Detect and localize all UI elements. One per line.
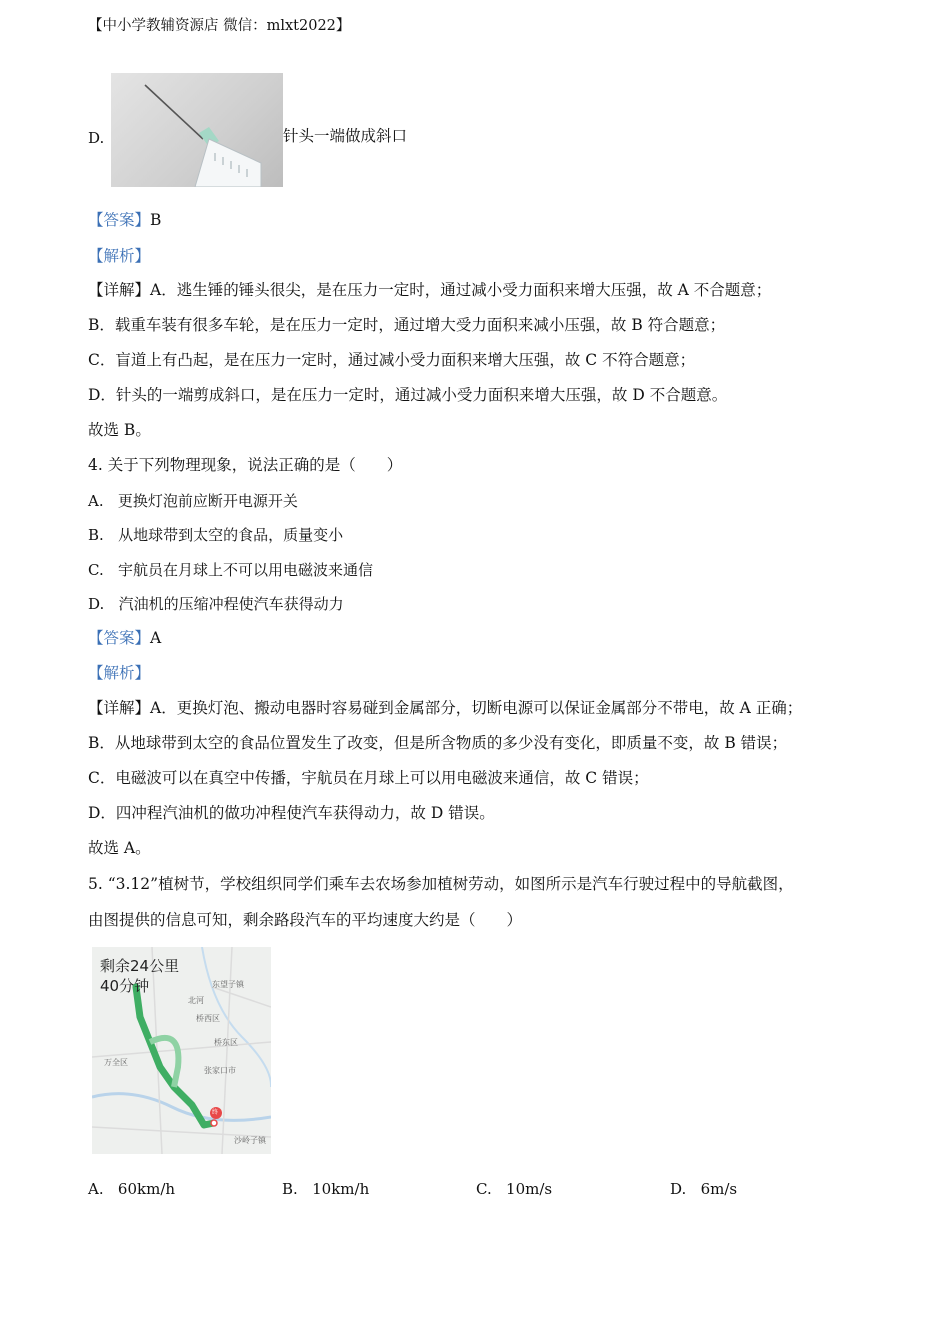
q4-detail-line-1 <box>88 698 802 718</box>
q4-detail-line-3: C．电磁波可以在真空中传播，宇航员在月球上可以用电磁波来通信，故 C 错误； <box>88 769 649 787</box>
option-letter: C. <box>476 1180 492 1198</box>
map-remaining-time: 40分钟 <box>100 977 150 995</box>
option-letter: D. <box>88 595 105 613</box>
q4-option-d <box>88 594 344 614</box>
map-label: 沙岭子镇 <box>234 1136 266 1145</box>
detail-text: A．更换灯泡、搬动电器时容易碰到金属部分，切断电源可以保证金属部分不带电，故 A 正确； <box>150 699 803 717</box>
detail-label: 【详解】 <box>88 281 151 299</box>
option-text: 10m/s <box>506 1180 553 1198</box>
option-text: 从地球带到太空的食品，质量变小 <box>118 526 344 544</box>
detail-label: 【详解】 <box>88 699 151 717</box>
q4-analysis-label: 【解析】 <box>88 664 151 682</box>
q3-detail-line-3: C．盲道上有凸起，是在压力一定时，通过减小受力面积来增大压强，故 C 不符合题意； <box>88 351 696 369</box>
navigation-map <box>92 947 271 1154</box>
option-letter: D. <box>670 1180 687 1198</box>
q4-stem: 4. 关于下列物理现象，说法正确的是（ ） <box>88 456 403 474</box>
answer-value: A <box>150 629 162 647</box>
map-destination-label: 终 <box>212 1109 219 1116</box>
q3-option-d-text: 针头一端做成斜口 <box>283 127 408 145</box>
q5-option-b <box>282 1179 369 1199</box>
option-letter: A. <box>88 492 104 510</box>
q5-option-a <box>88 1179 175 1199</box>
q3-option-d-letter: D. <box>88 129 105 147</box>
q4-option-a <box>88 491 298 511</box>
map-label: 北河 <box>188 996 204 1005</box>
q3-detail-line-1 <box>88 280 771 300</box>
option-letter: C. <box>88 561 104 579</box>
q3-analysis-label: 【解析】 <box>88 247 151 265</box>
q3-answer <box>88 210 161 230</box>
q4-detail-line-2: B．从地球带到太空的食品位置发生了改变，但是所含物质的多少没有变化，即质量不变，故 B 错误； <box>88 734 788 752</box>
q5-stem-line-1: 5. “3.12”植树节，学校组织同学们乘车去农场参加植树劳动，如图所示是汽车行驶过程中的导航截图， <box>88 875 794 893</box>
map-label: 桥东区 <box>214 1038 238 1047</box>
q4-option-c <box>88 560 373 580</box>
map-remaining-distance: 剩余24公里 <box>100 957 180 975</box>
answer-value: B <box>150 211 162 229</box>
q3-conclusion: 故选 B。 <box>88 421 151 439</box>
option-letter: A. <box>88 1180 104 1198</box>
option-text: 汽油机的压缩冲程使汽车获得动力 <box>118 595 344 613</box>
map-label: 东望子镇 <box>212 980 244 989</box>
q5-option-d <box>670 1179 737 1199</box>
q5-stem-line-2: 由图提供的信息可知，剩余路段汽车的平均速度大约是（ ） <box>88 911 523 929</box>
option-text: 更换灯泡前应断开电源开关 <box>117 492 298 510</box>
option-text: 宇航员在月球上不可以用电磁波来通信 <box>118 561 374 579</box>
map-label: 桥西区 <box>196 1014 220 1023</box>
option-text: 10km/h <box>312 1180 370 1198</box>
q4-detail-line-4: D．四冲程汽油机的做功冲程使汽车获得动力，故 D 错误。 <box>88 804 495 822</box>
q5-option-c <box>476 1179 552 1199</box>
answer-label: 【答案】 <box>88 211 151 229</box>
option-text: 6m/s <box>700 1180 738 1198</box>
detail-text: A．逃生锤的锤头很尖，是在压力一定时，通过减小受力面积来增大压强，故 A 不合题意； <box>150 281 772 299</box>
q4-option-b <box>88 525 343 545</box>
option-letter: B. <box>282 1180 298 1198</box>
map-label: 万全区 <box>104 1058 128 1067</box>
answer-label: 【答案】 <box>88 629 151 647</box>
syringe-image <box>111 73 283 187</box>
map-label: 张家口市 <box>204 1066 236 1075</box>
page-header: 【中小学教辅资源店 微信：mlxt2022】 <box>88 18 351 34</box>
q3-detail-line-4: D．针头的一端剪成斜口，是在压力一定时，通过减小受力面积来增大压强，故 D 不合题意。 <box>88 386 728 404</box>
q4-answer <box>88 628 161 648</box>
q3-detail-line-2: B．载重车装有很多车轮，是在压力一定时，通过增大受力面积来减小压强，故 B 符合题意； <box>88 316 726 334</box>
option-text: 60km/h <box>117 1180 176 1198</box>
q4-conclusion: 故选 A。 <box>88 839 151 857</box>
option-letter: B. <box>88 526 104 544</box>
